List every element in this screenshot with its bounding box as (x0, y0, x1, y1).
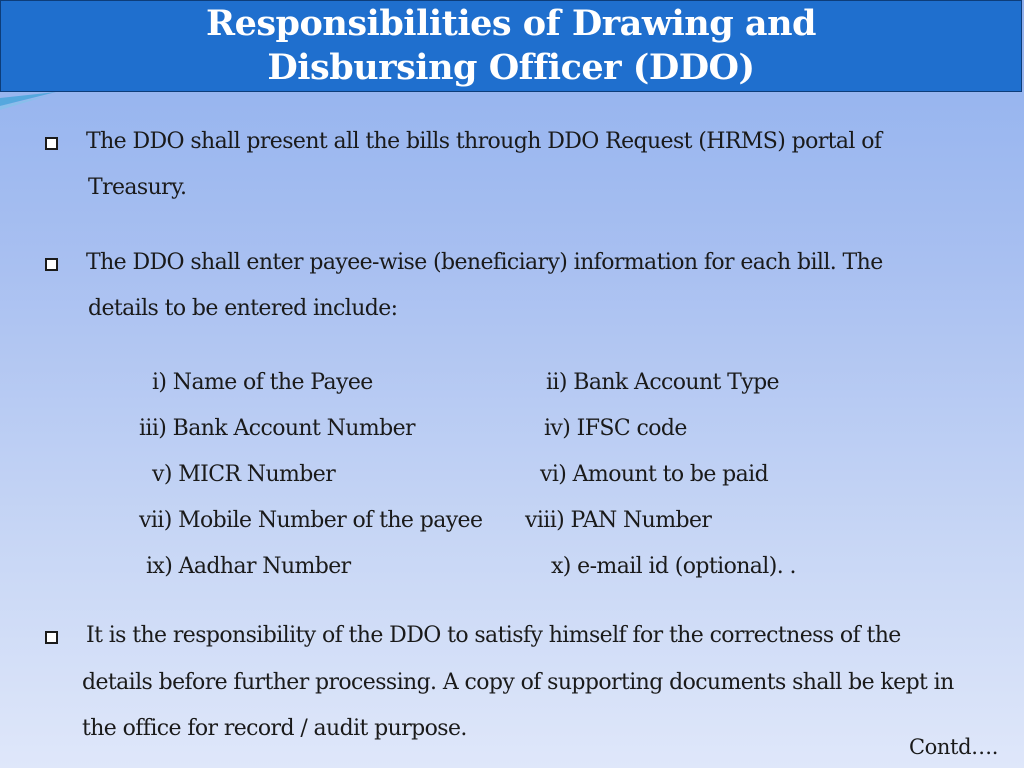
bullet-2-line-2: details to be entered include: (88, 296, 398, 321)
detail-item-left-4: vii) Mobile Number of the payee (139, 508, 483, 533)
checkbox-bullet-icon (45, 258, 58, 271)
detail-item-right-1: ii) Bank Account Type (546, 370, 779, 395)
detail-item-left-2: iii) Bank Account Number (139, 416, 415, 441)
slide-title-line-1: Responsibilities of Drawing and (206, 3, 816, 44)
detail-item-left-1: i) Name of the Payee (152, 370, 373, 395)
slide-title-line-2: Disbursing Officer (DDO) (267, 47, 755, 88)
checkbox-bullet-icon (45, 137, 58, 150)
detail-item-right-4: viii) PAN Number (525, 508, 712, 533)
detail-item-left-5: ix) Aadhar Number (146, 554, 351, 579)
bullet-1-line-2: Treasury. (88, 175, 187, 200)
continued-label: Contd…. (909, 735, 998, 759)
bullet-3-line-3: the office for record / audit purpose. (82, 716, 467, 741)
detail-item-left-3: v) MICR Number (152, 462, 336, 487)
detail-item-right-5: x) e-mail id (optional). . (551, 554, 796, 579)
detail-item-right-3: vi) Amount to be paid (540, 462, 769, 487)
bullet-2-line-1: The DDO shall enter payee-wise (beneficiary) information for each bill. The (86, 250, 883, 275)
bullet-3-line-1: It is the responsibility of the DDO to satisfy himself for the correctness of the (86, 623, 901, 648)
checkbox-bullet-icon (45, 631, 58, 644)
detail-item-right-2: iv) IFSC code (544, 416, 687, 441)
bullet-1-line-1: The DDO shall present all the bills through DDO Request (HRMS) portal of (86, 129, 882, 154)
slide-title-bar (0, 0, 1022, 92)
bullet-3-line-2: details before further processing. A copy of supporting documents shall be kept in (82, 670, 954, 695)
decorative-swoosh-icon (0, 92, 60, 110)
